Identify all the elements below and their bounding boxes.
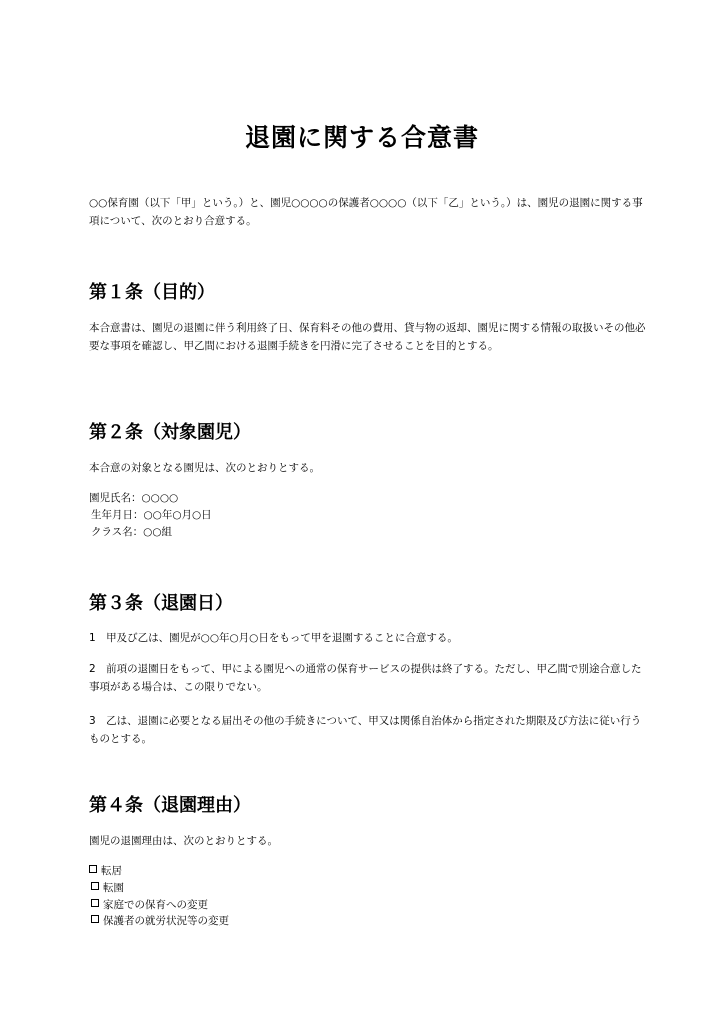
- document-title: 退園に関する合意書: [244, 123, 479, 152]
- reason-option-label: 家庭での保育への変更: [103, 899, 208, 911]
- article-4-body: 園児の退園理由は、次のとおりとする。: [89, 835, 278, 847]
- child-name-line: 園児氏名：○○○○: [89, 492, 179, 504]
- article-3-clause-1: 1 甲及び乙は、園児が○○年○月○日をもって甲を退園することに合意する。: [89, 632, 458, 644]
- checkbox-icon[interactable]: [91, 915, 99, 923]
- article-4-heading: 第４条（退園理由）: [89, 795, 251, 816]
- reason-option-label: 転園: [103, 882, 124, 894]
- class-name-line: クラス名：○○組: [91, 526, 173, 538]
- reason-option-4[interactable]: [91, 913, 229, 929]
- reason-option-label: 転居: [101, 865, 122, 877]
- article-2-heading: 第２条（対象園児）: [89, 422, 251, 443]
- birth-date-line: 生年月日：○○年○月○日: [91, 509, 212, 521]
- article-2-body: 本合意の対象となる園児は、次のとおりとする。: [89, 462, 320, 474]
- article-3-clause-3: 3 乙は、退園に必要となる届出その他の手続きについて、甲又は関係自治体から指定された期限及び方法に従い行うものとする。: [89, 715, 642, 745]
- article-3-heading: 第３条（退園日）: [89, 593, 233, 614]
- article-1-body: 本合意書は、園児の退園に伴う利用終了日、保育料その他の費用、貸与物の返却、園児に関する情報の取扱いその他必要な事項を確認し、甲乙間における退園手続きを円滑に完了させることを目的とする。: [89, 322, 646, 352]
- article-3-clause-2: 2 前項の退園日をもって、甲による園児への通常の保育サービスの提供は終了する。ただし、甲乙間で別途合意した事項がある場合は、この限りでない。: [89, 663, 642, 693]
- preamble: ○○保育園（以下「甲」という。）と、園児○○○○の保護者○○○○（以下「乙」という。）は、園児の退園に関する事項について、次のとおり合意する。: [89, 197, 643, 227]
- reason-option-3[interactable]: [91, 897, 208, 913]
- checkbox-icon[interactable]: [89, 865, 97, 873]
- article-1-heading: 第１条（目的）: [89, 282, 215, 303]
- reason-option-label: 保護者の就労状況等の変更: [103, 915, 229, 927]
- checkbox-icon[interactable]: [91, 899, 99, 907]
- reason-option-1[interactable]: [89, 863, 122, 879]
- reason-option-2[interactable]: [91, 880, 124, 896]
- checkbox-icon[interactable]: [91, 882, 99, 890]
